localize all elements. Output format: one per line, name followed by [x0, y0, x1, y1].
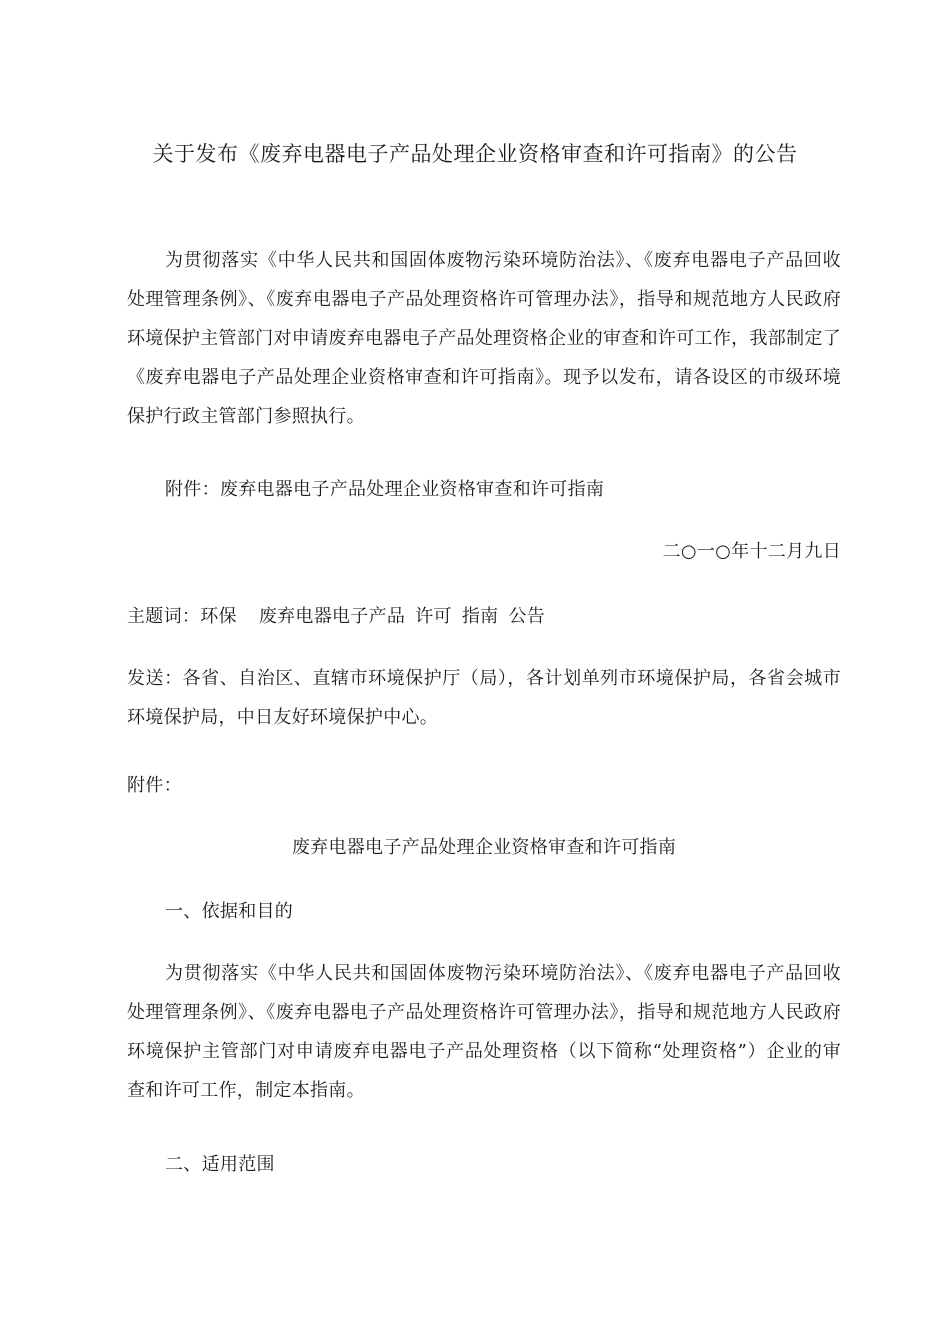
keyword: 指南 — [461, 606, 499, 627]
keywords-label: 主题词： — [127, 606, 201, 627]
intro-paragraph: 为贯彻落实《中华人民共和国固体废物污染环境防治法》、《废弃电器电子产品回收处理管理条例》、《废弃电器电子产品处理资格许可管理办法》，指导和规范地方人民政府环境保护主管部门对申请废弃电器电子产品处理资格企业的审查和许可工作，我部制定了《废弃电器电子产品处理企业资格审查和许可指南》。现予以发布，请各设区的市级环境保护行政主管部门参照执行。 — [127, 250, 841, 427]
guide-title: 废弃电器电子产品处理企业资格审查和许可指南 — [291, 837, 677, 858]
issue-date: 二○一○年十二月九日 — [662, 541, 841, 562]
keywords-line — [127, 597, 841, 636]
document-title: 关于发布《废弃电器电子产品处理企业资格审查和许可指南》的公告 — [152, 142, 798, 166]
keyword: 环保 — [200, 606, 237, 627]
keyword: 废弃电器电子产品 — [258, 606, 406, 627]
send-to-paragraph: 发送：各省、自治区、直辖市环境保护厅（局），各计划单列市环境保护局，各省会城市环境保护局，中日友好环境保护中心。 — [127, 668, 841, 728]
attachment-line: 附件：废弃电器电子产品处理企业资格审查和许可指南 — [165, 479, 605, 500]
attachment-label: 附件： — [127, 775, 182, 796]
keyword: 公告 — [508, 606, 546, 627]
keyword: 许可 — [415, 606, 452, 627]
section-1-heading: 一、依据和目的 — [165, 901, 294, 922]
section-1-body: 为贯彻落实《中华人民共和国固体废物污染环境防治法》、《废弃电器电子产品回收处理管理条例》、《废弃电器电子产品处理资格许可管理办法》，指导和规范地方人民政府环境保护主管部门对申请废弃电器电子产品处理资格（以下简称“处理资格”）企业的审查和许可工作，制定本指南。 — [127, 963, 841, 1101]
section-2-heading: 二、适用范围 — [165, 1154, 275, 1175]
